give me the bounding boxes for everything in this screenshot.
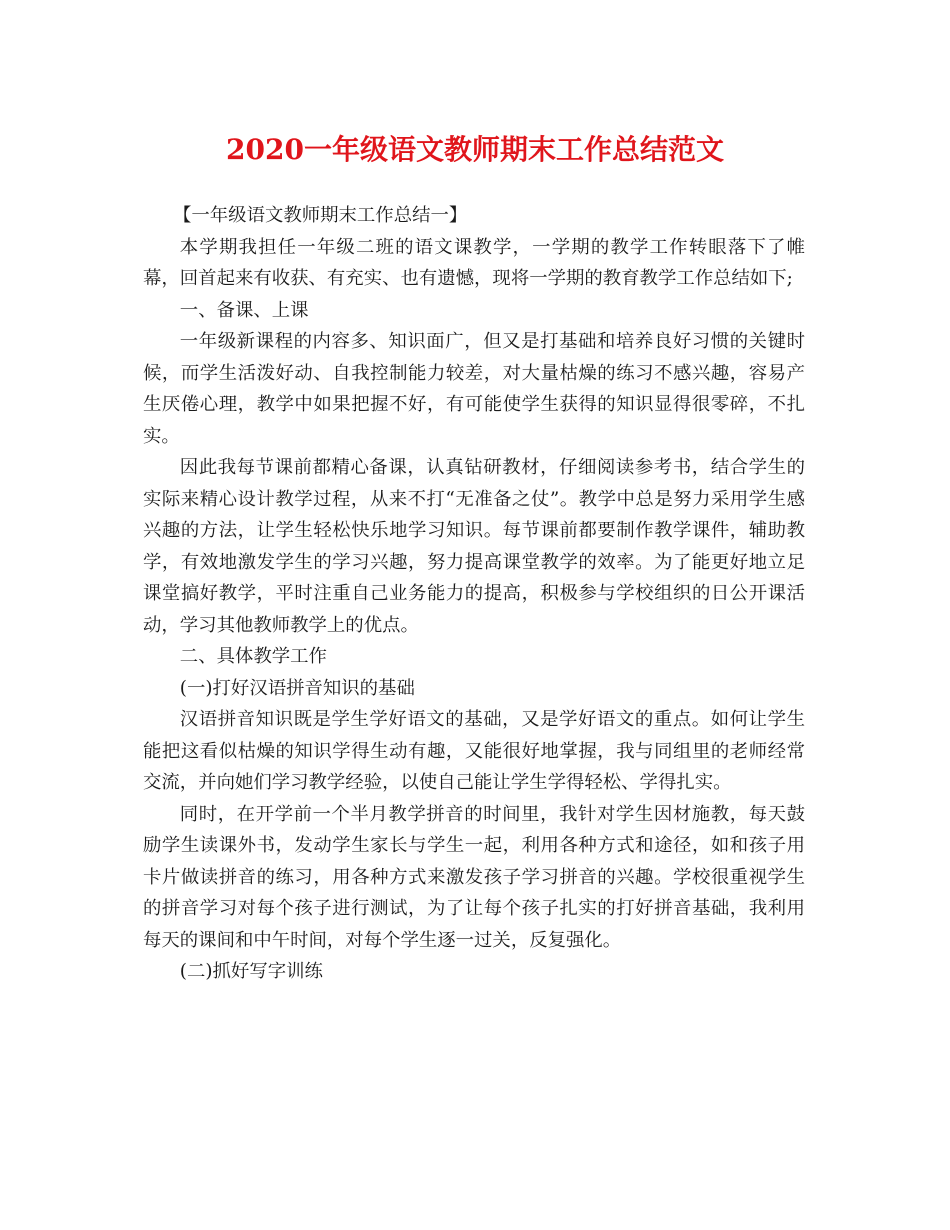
document-title: 2020一年级语文教师期末工作总结范文 [226, 133, 724, 166]
subheading-writing: (二)抓好写字训练 [179, 961, 323, 982]
paragraph-pinyin-foundation: 汉语拼音知识既是学生学好语文的基础，又是学好语文的重点。如何让学生能把这看似枯燥的知识学得生动有趣，又能很好地掌握，我与同组里的老师经常交流，并向她们学习教学经验，以使自己能让学生学得轻松、学得扎实。 [143, 709, 805, 793]
paragraph-preparation: 因此我每节课前都精心备课，认真钻研教材，仔细阅读参考书，结合学生的实际来精心设计教学过程，从来不打“无准备之仗”。教学中总是努力采用学生感兴趣的方法，让学生轻松快乐地学习知识。每节课前都要制作教学课件，辅助教学，有效地激发学生的学习兴趣，努力提高课堂教学的效率。为了能更好地立足课堂搞好教学，平时注重自己业务能力的提高，积极参与学校组织的日公开课活动，学习其他教师教学上的优点。 [143, 457, 805, 636]
paragraph-intro: 本学期我担任一年级二班的语文课教学，一学期的教学工作转眼落下了帷幕，回首起来有收获、有充实、也有遗憾，现将一学期的教育教学工作总结如下; [143, 236, 805, 289]
heading-lesson-prep: 一、备课、上课 [179, 299, 309, 321]
subheading-pinyin: (一)打好汉语拼音知识的基础 [179, 677, 415, 699]
paragraph-curriculum: 一年级新课程的内容多、知识面广，但又是打基础和培养良好习惯的关键时候，而学生活泼好动、自我控制能力较差，对大量枯燥的练习不感兴趣，容易产生厌倦心理，教学中如果把握不好，有可能使学生获得的知识显得很零碎，不扎实。 [143, 331, 805, 447]
heading-teaching-work: 二、具体教学工作 [179, 646, 327, 667]
document-body [143, 200, 805, 988]
section-label: 【一年级语文教师期末工作总结一】 [173, 205, 468, 226]
paragraph-pinyin-practice: 同时，在开学前一个半月教学拼音的时间里，我针对学生因材施教，每天鼓励学生读课外书，发动学生家长与学生一起，利用各种方式和途径，如和孩子用卡片做读拼音的练习，用各种方式来激发孩子学习拼音的兴趣。学校很重视学生的拼音学习对每个孩子进行测试，为了让每个孩子扎实的打好拼音基础，我利用每天的课间和中午时间，对每个学生逐一过关，反复强化。 [143, 803, 805, 951]
